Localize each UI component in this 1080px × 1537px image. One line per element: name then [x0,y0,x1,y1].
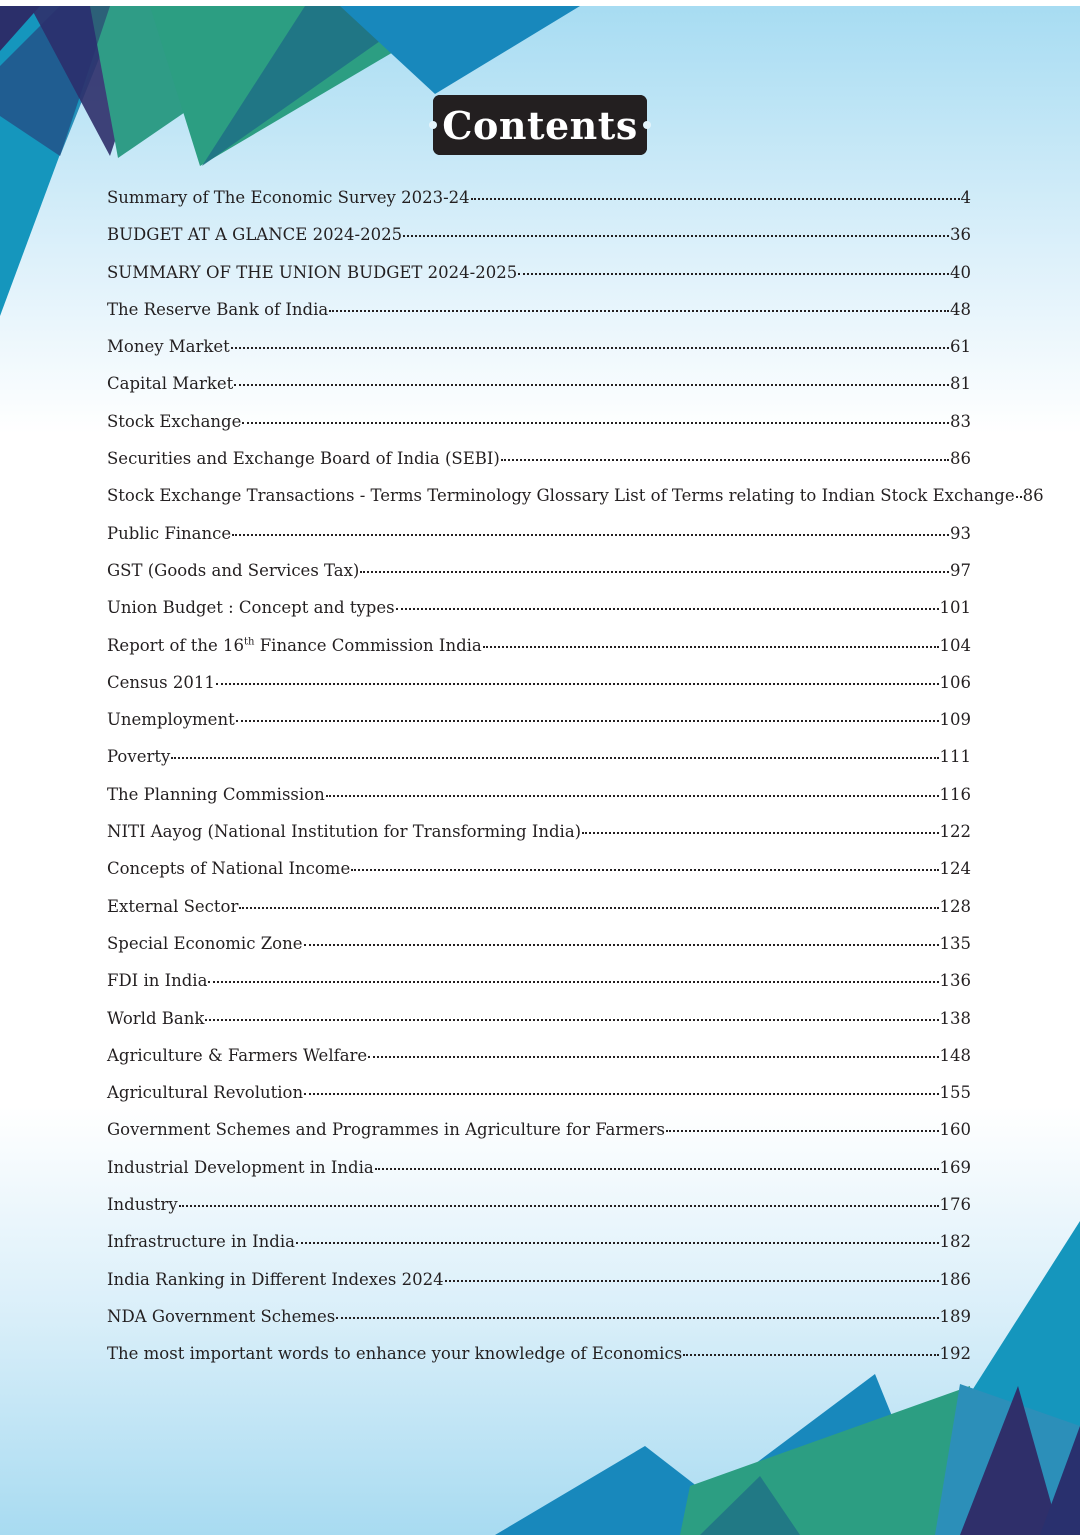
dot-leader [208,980,938,983]
toc-entry-title: Capital Market [107,374,234,394]
toc-entry-title: Industry [107,1195,178,1215]
toc-entry[interactable] [107,412,971,449]
toc-entry-title: Special Economic Zone [107,933,303,953]
toc-entry-page-number: 36 [950,225,971,245]
toc-entry-title: Concepts of National Income [107,859,351,879]
toc-entry[interactable] [107,449,971,486]
toc-entry[interactable] [107,710,971,747]
dot-leader [403,234,949,237]
toc-entry-page-number: 135 [939,933,971,953]
dot-leader [336,1316,938,1319]
dot-leader [326,794,939,797]
toc-entry[interactable] [107,1195,971,1232]
toc-entry[interactable] [107,1009,971,1046]
contents-page [0,6,1080,1535]
toc-entry[interactable] [107,1307,971,1344]
dot-leader [205,1018,938,1021]
toc-entry-title: Industrial Development in India [107,1157,374,1177]
toc-entry[interactable] [107,1344,971,1381]
toc-entry[interactable] [107,822,971,859]
toc-entry-page-number: 86 [950,449,971,469]
toc-entry[interactable] [107,374,971,411]
toc-entry[interactable] [107,1083,971,1120]
table-of-contents [107,188,1044,1382]
toc-entry-title: Report of the 16th Finance Commission India [107,635,482,655]
toc-entry[interactable] [107,300,971,337]
toc-entry-title: Census 2011 [107,672,215,692]
toc-entry-title: The Planning Commission [107,784,325,804]
toc-entry[interactable] [107,524,971,561]
toc-entry[interactable] [107,1120,971,1157]
toc-entry[interactable] [107,188,971,225]
toc-entry-title: SUMMARY OF THE UNION BUDGET 2024-2025 [107,262,518,282]
dot-leader [232,533,949,536]
dot-leader [683,1353,938,1356]
toc-entry[interactable] [107,1046,971,1083]
toc-entry[interactable] [107,486,1044,523]
toc-entry[interactable] [107,747,971,784]
toc-entry-page-number: 83 [950,411,971,431]
dot-leader [231,346,949,349]
dot-leader [396,607,939,610]
dot-leader [582,831,938,834]
toc-entry-page-number: 111 [939,747,971,767]
dot-leader [296,1241,939,1244]
toc-entry-page-number: 136 [939,971,971,991]
toc-entry-title: NDA Government Schemes [107,1306,336,1326]
toc-entry-page-number: 86 [1022,486,1044,506]
toc-entry[interactable] [107,263,971,300]
dot-leader [304,943,939,946]
dot-leader [445,1279,939,1282]
dot-leader [216,682,939,685]
toc-entry-page-number: 106 [939,672,971,692]
dot-leader [242,421,949,424]
toc-entry-title: Unemployment [107,710,235,730]
toc-entry-page-number: 148 [939,1045,971,1065]
dot-leader [239,906,938,909]
toc-entry-title: Poverty [107,747,171,767]
toc-entry-page-number: 122 [939,822,971,842]
toc-entry-title: The most important words to enhance your knowledge of Economics [107,1344,683,1364]
toc-entry-page-number: 104 [939,635,971,655]
dot-leader [351,868,938,871]
toc-entry-page-number: 48 [950,299,971,319]
toc-entry-page-number: 81 [950,374,971,394]
toc-entry-page-number: 176 [939,1195,971,1215]
toc-entry[interactable] [107,897,971,934]
toc-entry-title: Infrastructure in India [107,1232,295,1252]
toc-entry[interactable] [107,1158,971,1195]
toc-entry-page-number: 182 [939,1232,971,1252]
toc-entry[interactable] [107,225,971,262]
dot-leader [501,458,949,461]
toc-entry-title: Securities and Exchange Board of India (SEBI) [107,449,500,469]
toc-entry[interactable] [107,859,971,896]
toc-entry-page-number: 186 [939,1269,971,1289]
toc-entry[interactable] [107,598,971,635]
dot-leader [171,756,938,759]
toc-entry-title: GST (Goods and Services Tax) [107,560,360,580]
toc-entry-page-number: 128 [939,896,971,916]
dot-leader [236,719,939,722]
dot-leader [666,1129,938,1132]
toc-entry-title: The Reserve Bank of India [107,299,329,319]
toc-entry-page-number: 155 [939,1083,971,1103]
toc-entry-page-number: 138 [939,1008,971,1028]
toc-entry-page-number: 192 [939,1344,971,1364]
toc-entry-page-number: 169 [939,1157,971,1177]
toc-entry-title: Stock Exchange [107,411,242,431]
dot-leader [375,1167,939,1170]
toc-entry-title: Union Budget : Concept and types [107,598,395,618]
toc-entry-title: World Bank [107,1008,205,1028]
toc-entry-title: BUDGET AT A GLANCE 2024-2025 [107,225,403,245]
toc-entry[interactable] [107,337,971,374]
toc-entry[interactable] [107,1232,971,1269]
toc-entry-title: External Sector [107,896,239,916]
dot-leader [471,197,960,200]
dot-leader [329,309,949,312]
toc-entry-page-number: 124 [939,859,971,879]
toc-entry-page-number: 109 [939,710,971,730]
toc-entry-title: NITI Aayog (National Institution for Transforming India) [107,822,582,842]
dot-leader [360,570,949,573]
toc-entry-page-number: 61 [950,337,971,357]
toc-entry[interactable] [107,1270,971,1307]
toc-entry-page-number: 40 [950,262,971,282]
toc-entry-title: India Ranking in Different Indexes 2024 [107,1269,444,1289]
toc-entry-page-number: 160 [939,1120,971,1140]
toc-entry-title: Agriculture & Farmers Welfare [107,1045,368,1065]
dot-leader [1016,495,1022,498]
toc-entry[interactable] [107,673,971,710]
toc-entry[interactable] [107,971,971,1008]
toc-entry-page-number: 101 [939,598,971,618]
toc-entry-page-number: 116 [939,784,971,804]
toc-entry[interactable] [107,636,971,673]
page-title: Contents [433,95,647,155]
toc-entry-title: Money Market [107,337,230,357]
dot-leader [304,1092,938,1095]
toc-entry-page-number: 93 [950,523,971,543]
toc-entry[interactable] [107,785,971,822]
toc-entry-page-number: 97 [950,560,971,580]
dot-leader [518,272,949,275]
toc-entry-title: Stock Exchange Transactions - Terms Terminology Glossary List of Terms relating to Indian Stock Exchange [107,486,1015,506]
dot-leader [483,645,939,648]
toc-entry-title: Government Schemes and Programmes in Agriculture for Farmers [107,1120,666,1140]
toc-entry[interactable] [107,934,971,971]
dot-leader [234,383,949,386]
toc-entry[interactable] [107,561,971,598]
dot-leader [179,1204,939,1207]
toc-entry-title: Agricultural Revolution [107,1083,304,1103]
toc-entry-page-number: 4 [960,188,971,207]
toc-entry-page-number: 189 [939,1306,971,1326]
toc-entry-title: Summary of The Economic Survey 2023-24 [107,188,470,207]
dot-leader [368,1055,938,1058]
toc-entry-title: FDI in India [107,971,208,991]
toc-entry-title: Public Finance [107,523,232,543]
